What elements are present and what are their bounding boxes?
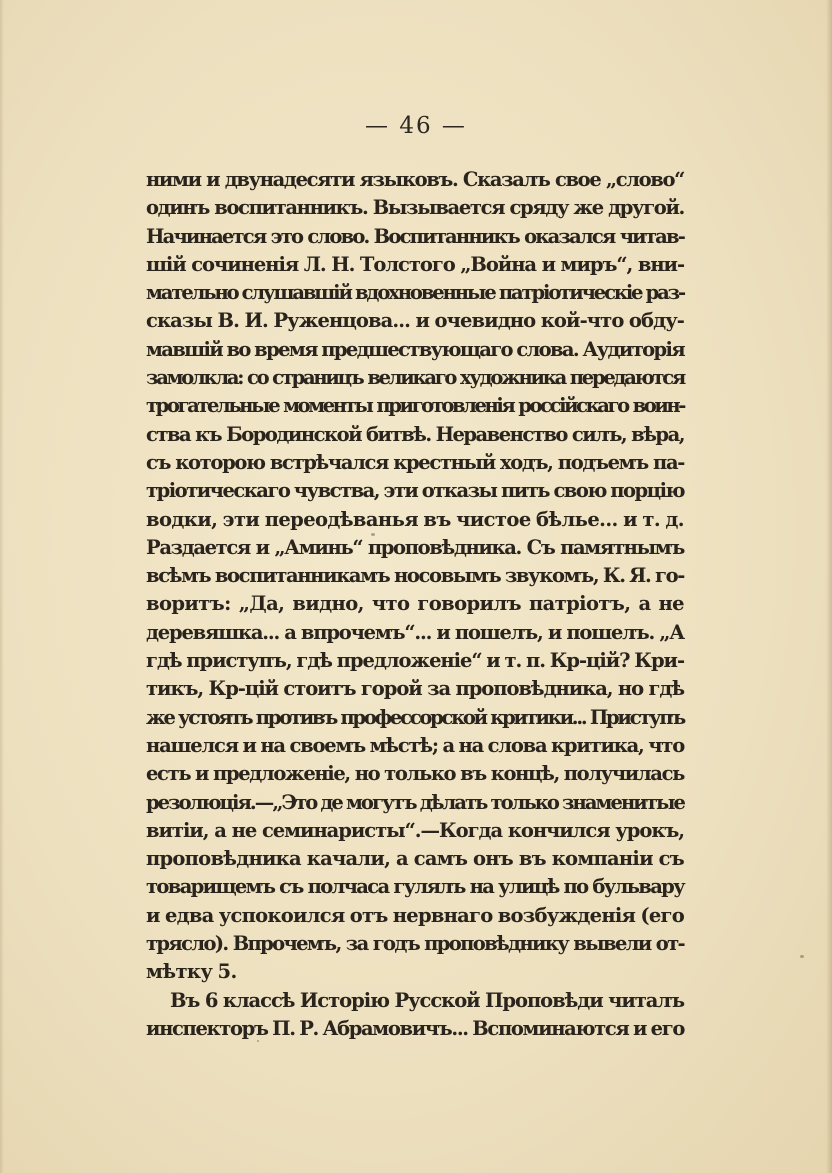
text-line: Раздается и „Аминь“ проповѣдника. Съ памятнымъ xyxy=(146,535,684,559)
text-line: мательно слушавшій вдохновенные патріотическіе раз- xyxy=(146,281,684,305)
text-line: тикъ, Кр-цій стоитъ горой за проповѣдника, но гдѣ xyxy=(146,677,684,701)
text-line: воритъ: „Да, видно, что говорилъ патріотъ, а не xyxy=(146,592,684,616)
text-line: резолюція.—„Это де могутъ дѣлать только знаменитые xyxy=(146,790,684,814)
paper-speck xyxy=(371,533,375,536)
text-line: всѣмъ воспитанникамъ носовымъ звукомъ, К. Я. го- xyxy=(146,564,684,588)
text-line: одинъ воспитанникъ. Вызывается сряду же другой. xyxy=(146,196,684,220)
text-line: гдѣ приступъ, гдѣ предложеніе“ и т. п. Кр-цій? Кри- xyxy=(146,649,684,673)
paragraph-start-line: Въ 6 классѣ Исторію Русской Проповѣди читалъ xyxy=(170,988,684,1012)
text-line: товарищемъ съ полчаса гулялъ на улицѣ по бульвару xyxy=(146,875,684,899)
text-line: нашелся и на своемъ мѣстѣ; а на слова критика, что xyxy=(146,733,684,757)
text-line: трогательные моменты приготовленія россійскаго воин- xyxy=(146,394,684,418)
text-line: мавшій во время предшествующаго слова. Аудиторія xyxy=(146,337,684,361)
text-line: деревяшка... а впрочемъ“... и пошелъ, и пошелъ. „А xyxy=(146,620,684,644)
paper-speck xyxy=(800,955,804,958)
text-line: и едва успокоился отъ нервнаго возбужденія (его xyxy=(146,903,684,927)
text-line: витіи, а не семинаристы“.—Когда кончился урокъ, xyxy=(146,818,684,842)
text-line: съ которою встрѣчался крестный ходъ, подъемъ па- xyxy=(146,450,684,474)
page-number: — 46 — xyxy=(365,113,467,139)
text-line: замолкла: со страницъ великаго художника передаются xyxy=(146,366,684,390)
text-line: сказы В. И. Руженцова... и очевидно кой-что обду- xyxy=(146,309,684,333)
text-line: есть и предложеніе, но только въ концѣ, получилась xyxy=(146,762,684,786)
text-line: ства къ Бородинской битвѣ. Неравенство силъ, вѣра, xyxy=(146,422,684,446)
text-line: инспекторъ П. Р. Абрамовичъ... Вспоминаются и его xyxy=(146,1016,684,1040)
text-line: проповѣдника качали, а самъ онъ въ компаніи съ xyxy=(146,847,684,871)
paper-speck xyxy=(257,1040,259,1042)
page-left-edge-shadow xyxy=(0,0,4,1173)
text-line: мѣтку 5. xyxy=(146,960,237,984)
text-line: водки, эти переодѣванья въ чистое бѣлье... и т. д. xyxy=(146,507,684,531)
text-line: тріотическаго чувства, эти отказы пить свою порцію xyxy=(146,479,684,503)
text-line: шій сочиненія Л. Н. Толстого „Война и миръ“, вни- xyxy=(146,252,684,276)
body-text xyxy=(146,166,684,1043)
text-line: Начинается это слово. Воспитанникъ оказался читав- xyxy=(146,224,684,248)
text-line: трясло). Впрочемъ, за годъ проповѣднику вывели от- xyxy=(146,932,684,956)
page-right-edge-shadow xyxy=(826,0,832,1173)
text-line: ними и двунадесяти языковъ. Сказалъ свое „слово“ xyxy=(146,168,684,191)
text-line: же устоять противъ профессорской критики... Приступъ xyxy=(146,705,684,729)
